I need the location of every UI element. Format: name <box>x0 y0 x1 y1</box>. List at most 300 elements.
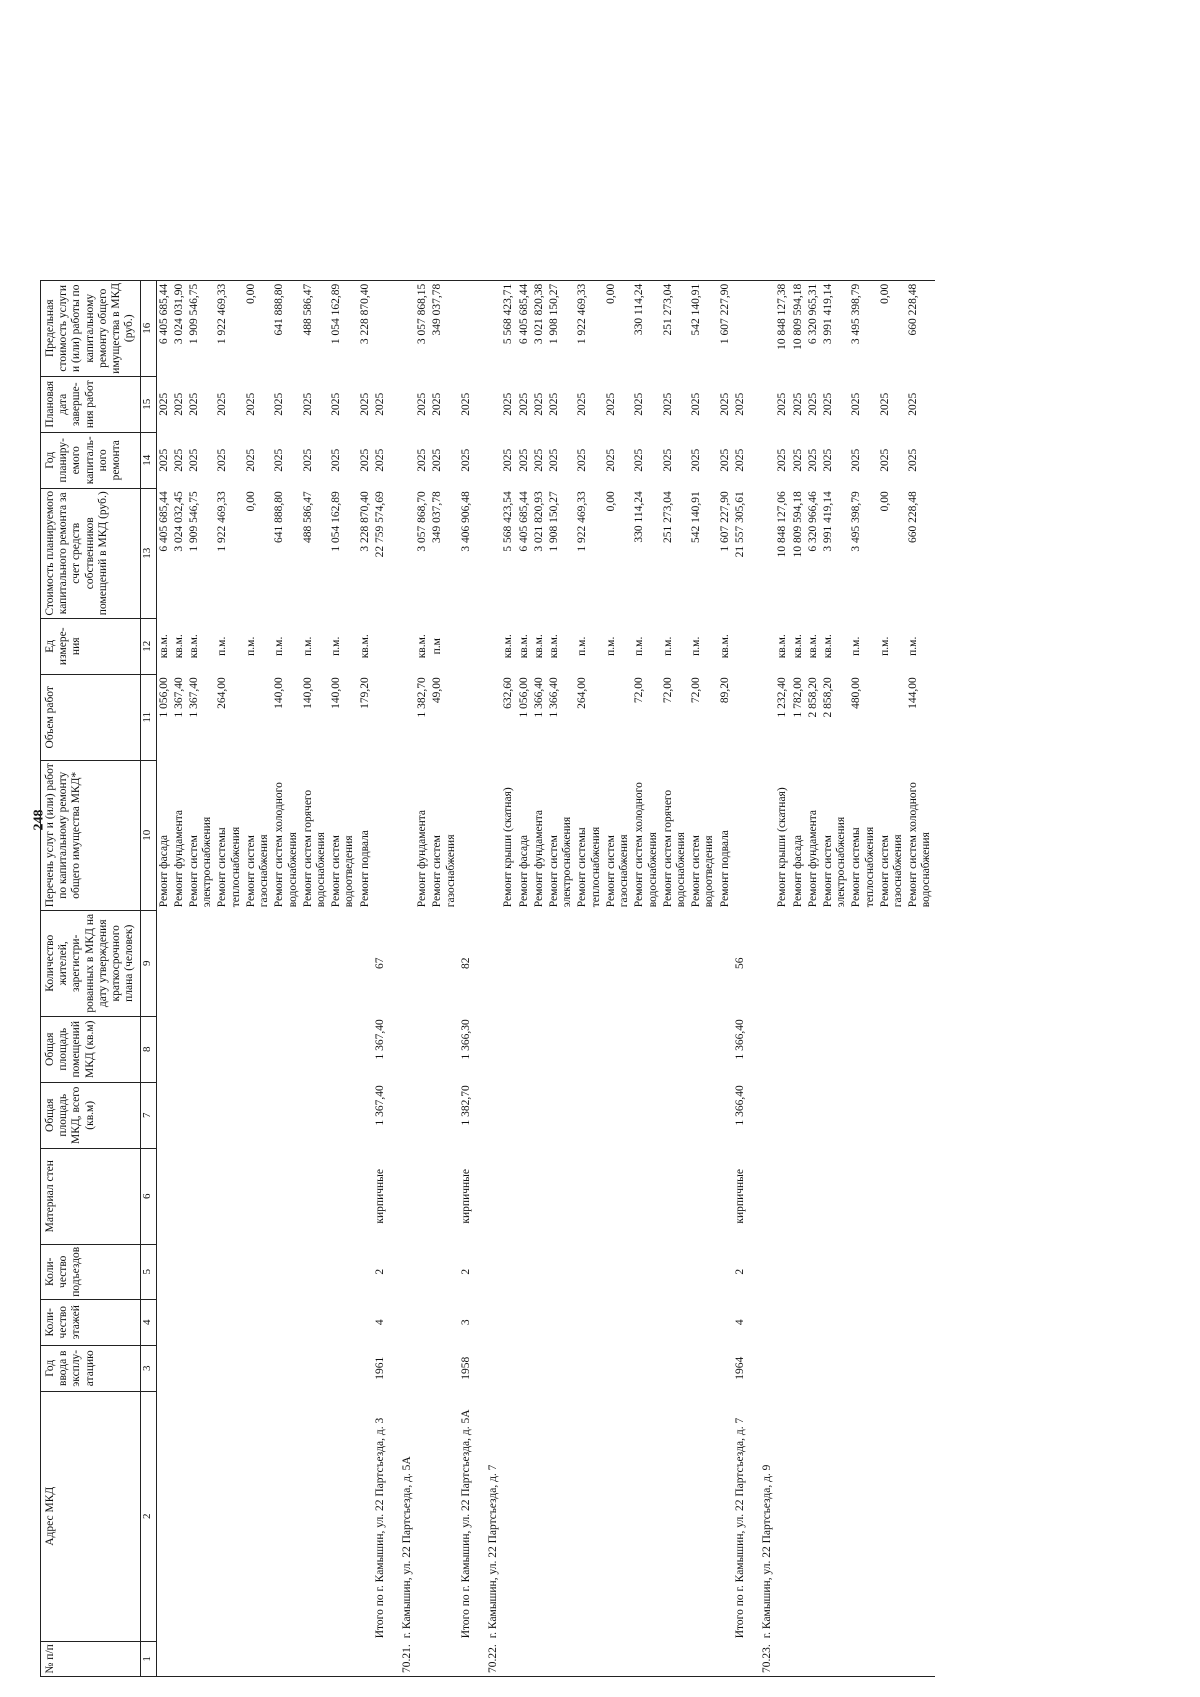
empty-cell <box>821 1082 849 1148</box>
repair-year: 2025 <box>633 448 646 472</box>
premises-area: 1 366,40 <box>733 1019 746 1060</box>
empty-cell <box>400 1148 415 1244</box>
work-name: Ремонт крыши (скатная) <box>776 787 789 908</box>
work-name: Ремонт систем электроснабжения <box>821 816 848 908</box>
empty-cell <box>400 1016 415 1082</box>
premises-area: 1 366,30 <box>459 1019 472 1060</box>
empty-cell <box>244 1082 272 1148</box>
empty-cell <box>604 1391 632 1641</box>
empty-cell <box>849 1148 877 1244</box>
empty-cell <box>329 1082 357 1148</box>
empty-cell <box>718 910 733 1016</box>
repair-year: 2025 <box>776 448 789 472</box>
work-row <box>329 280 357 1676</box>
work-cost: 1 909 546,75 <box>187 491 200 552</box>
empty-cell <box>187 1299 215 1345</box>
work-name: Ремонт крыши (скатная) <box>502 787 515 908</box>
empty-cell <box>486 488 501 618</box>
empty-cell <box>806 1299 821 1345</box>
empty-cell <box>486 1148 501 1244</box>
empty-cell <box>849 1244 877 1299</box>
work-volume <box>244 674 272 760</box>
completion-date: 2025 <box>301 392 314 416</box>
limit-cost: 6 405 685,44 <box>156 280 172 376</box>
work-row <box>547 280 575 1676</box>
empty-cell <box>272 1244 300 1299</box>
section-row <box>400 280 415 1676</box>
empty-cell <box>400 910 415 1016</box>
empty-cell <box>187 910 215 1016</box>
spacer-cell <box>748 376 760 432</box>
residents: 56 <box>733 957 746 970</box>
work-volume: 1 366,40 <box>548 677 560 718</box>
work-row <box>906 280 934 1676</box>
work-unit: кв.м. <box>502 634 515 659</box>
empty-cell <box>775 910 790 1016</box>
empty-cell <box>849 1082 877 1148</box>
work-cost: 0,00 <box>244 491 257 512</box>
header-repair-year: Год планиру-емого капиталь-ного ремонта <box>41 432 141 488</box>
empty-cell <box>329 1641 357 1676</box>
total-row <box>733 280 748 1676</box>
empty-cell <box>632 1345 660 1391</box>
empty-cell <box>632 1244 660 1299</box>
empty-cell <box>187 1391 215 1641</box>
work-cost: 1 922 469,33 <box>576 491 589 552</box>
empty-cell <box>329 1345 357 1391</box>
empty-cell <box>517 1641 532 1676</box>
empty-cell <box>632 1299 660 1345</box>
empty-cell <box>532 1082 547 1148</box>
work-unit: п.м. <box>907 636 920 656</box>
empty-cell <box>301 910 329 1016</box>
repair-year: 2025 <box>604 448 617 472</box>
repair-year: 2025 <box>517 448 530 472</box>
empty-cell <box>215 1148 243 1244</box>
spacer-cell <box>388 432 400 488</box>
empty-cell <box>486 1345 501 1391</box>
empty-cell <box>821 1345 849 1391</box>
repair-year: 2025 <box>878 448 891 472</box>
work-unit: кв.м. <box>358 634 371 659</box>
empty-cell <box>156 1244 172 1299</box>
work-volume: 2 858,20 <box>806 677 819 718</box>
empty-cell <box>329 1391 357 1641</box>
empty-cell <box>272 910 300 1016</box>
work-unit: п.м. <box>604 636 617 656</box>
repair-year: 2025 <box>216 448 229 472</box>
completion-date: 2025 <box>358 392 371 416</box>
empty-cell <box>878 1016 906 1082</box>
empty-cell <box>358 1082 373 1148</box>
empty-cell <box>760 1148 775 1244</box>
empty-cell <box>661 1082 689 1148</box>
work-volume: 264,00 <box>576 677 589 709</box>
completion-date: 2025 <box>878 392 891 416</box>
empty-cell <box>718 1299 733 1345</box>
work-cost: 3 991 419,14 <box>821 491 834 552</box>
empty-cell <box>661 1148 689 1244</box>
empty-cell <box>215 1391 243 1641</box>
empty-cell <box>486 910 501 1016</box>
empty-cell <box>486 1299 501 1345</box>
completion-date: 2025 <box>776 392 789 416</box>
work-unit: кв.м. <box>532 634 545 659</box>
work-volume: 140,00 <box>330 677 343 709</box>
empty-cell <box>415 1082 430 1148</box>
empty-cell <box>604 1148 632 1244</box>
empty-cell <box>400 618 415 674</box>
year-built: 1961 <box>373 1356 386 1380</box>
empty-cell <box>733 674 748 760</box>
spacer-cell <box>388 488 400 618</box>
header-num: 12 <box>140 618 156 674</box>
completion-date: 2025 <box>604 392 617 416</box>
empty-cell <box>415 1641 430 1676</box>
spacer-cell <box>748 1148 760 1244</box>
empty-cell <box>760 280 775 376</box>
work-name: Ремонт фундамента <box>416 810 429 908</box>
repair-year: 2025 <box>821 448 834 472</box>
spacer-cell <box>388 1641 400 1676</box>
empty-cell <box>517 1391 532 1641</box>
empty-cell <box>172 1016 187 1082</box>
empty-cell <box>172 910 187 1016</box>
empty-cell <box>400 488 415 618</box>
completion-date: 2025 <box>806 392 819 416</box>
empty-cell <box>172 1082 187 1148</box>
work-unit: кв.м. <box>791 634 804 659</box>
header-cost: Стоимость планируемого капитального ремонта за счет средств собственников помещений в МКД (руб.) <box>41 488 141 618</box>
completion-date: 2025 <box>821 392 834 416</box>
spacer-cell <box>748 1016 760 1082</box>
empty-cell <box>689 1345 717 1391</box>
empty-cell <box>486 1016 501 1082</box>
empty-cell <box>791 1391 806 1641</box>
work-volume: 140,00 <box>273 677 286 709</box>
work-name: Ремонт систем холодного водоснабжения <box>273 782 299 908</box>
empty-cell <box>661 910 689 1016</box>
work-cost: 1 922 469,33 <box>216 491 229 552</box>
completion-date: 2025 <box>187 392 200 416</box>
empty-cell <box>821 1244 849 1299</box>
completion-date: 2025 <box>216 392 229 416</box>
work-row <box>791 280 806 1676</box>
empty-cell <box>878 1299 906 1345</box>
header-num: 2 <box>140 1391 156 1641</box>
empty-cell <box>689 1148 717 1244</box>
work-cost: 6 320 966,46 <box>806 491 819 552</box>
repair-year: 2025 <box>244 448 257 472</box>
empty-cell <box>517 1148 532 1244</box>
work-volume: 144,00 <box>907 677 920 709</box>
empty-cell <box>430 1148 458 1244</box>
empty-cell <box>272 1016 300 1082</box>
empty-cell <box>791 1345 806 1391</box>
spacer-cell <box>388 1148 400 1244</box>
work-volume: 1 232,40 <box>776 677 789 718</box>
empty-cell <box>486 432 501 488</box>
work-unit: п.м. <box>330 636 343 656</box>
empty-cell <box>244 1391 272 1641</box>
empty-cell <box>821 1148 849 1244</box>
empty-cell <box>775 1148 790 1244</box>
empty-cell <box>718 1244 733 1299</box>
empty-cell <box>532 1391 547 1641</box>
completion-date: 2025 <box>907 392 920 416</box>
spacer-cell <box>388 618 400 674</box>
empty-cell <box>906 1244 934 1299</box>
empty-cell <box>632 1148 660 1244</box>
work-volume: 1 782,00 <box>791 677 804 718</box>
empty-cell <box>604 1082 632 1148</box>
empty-cell <box>517 1082 532 1148</box>
empty-cell <box>358 910 373 1016</box>
empty-cell <box>775 1345 790 1391</box>
empty-cell <box>821 1016 849 1082</box>
work-row <box>244 280 272 1676</box>
total-address: Итого по г. Камышин, ул. 22 Партсъезда, д. 3 <box>373 1417 386 1639</box>
empty-cell <box>486 674 501 760</box>
header-limit-cost: Предельная стоимость услуги и (или) работы по капитальному ремонту общего имущества в МКД (руб.) <box>41 280 141 376</box>
work-volume: 1 056,00 <box>517 677 530 718</box>
work-name: Ремонт подвала <box>718 830 731 908</box>
work-unit: кв.м. <box>821 634 834 659</box>
work-cost: 5 568 423,54 <box>502 491 515 552</box>
work-cost: 10 848 127,06 <box>776 491 789 558</box>
residents: 67 <box>373 957 386 970</box>
spacer-cell <box>474 1148 486 1244</box>
empty-cell <box>501 1082 516 1148</box>
empty-cell <box>661 1299 689 1345</box>
limit-cost: 251 273,04 <box>661 280 689 376</box>
empty-cell <box>459 674 474 760</box>
empty-cell <box>215 1082 243 1148</box>
header-number: № п/п <box>41 1641 141 1676</box>
empty-cell <box>547 1148 575 1244</box>
empty-cell <box>400 674 415 760</box>
empty-cell <box>415 910 430 1016</box>
spacer-cell <box>474 674 486 760</box>
work-volume: 2 858,20 <box>821 677 834 718</box>
repair-year: 2025 <box>172 448 185 472</box>
spacer-cell <box>474 1082 486 1148</box>
limit-cost: 349 037,78 <box>430 280 458 376</box>
empty-cell <box>156 1391 172 1641</box>
work-unit: п.м. <box>576 636 589 656</box>
empty-cell <box>172 1244 187 1299</box>
work-cost: 349 037,78 <box>431 491 444 544</box>
work-unit: кв.м. <box>187 634 200 659</box>
empty-cell <box>430 1641 458 1676</box>
limit-cost: 0,00 <box>244 280 272 376</box>
work-volume: 72,00 <box>661 677 674 704</box>
work-name: Ремонт системы теплоснабжения <box>216 826 242 908</box>
empty-cell <box>806 1244 821 1299</box>
spacer-cell <box>388 1082 400 1148</box>
empty-cell <box>156 1345 172 1391</box>
empty-cell <box>689 1016 717 1082</box>
empty-cell <box>718 1641 733 1676</box>
limit-cost: 0,00 <box>878 280 906 376</box>
completion-date: 2025 <box>576 392 589 416</box>
empty-cell <box>486 280 501 376</box>
empty-cell <box>301 1299 329 1345</box>
table-header <box>41 280 157 1676</box>
completion-date: 2025 <box>633 392 646 416</box>
header-num: 10 <box>140 760 156 910</box>
empty-cell <box>760 910 775 1016</box>
empty-cell <box>532 1148 547 1244</box>
empty-cell <box>689 1299 717 1345</box>
spacer-cell <box>388 1391 400 1641</box>
spacer-row <box>474 280 486 1676</box>
empty-cell <box>791 1641 806 1676</box>
header-num: 15 <box>140 376 156 432</box>
empty-cell <box>632 1641 660 1676</box>
empty-cell <box>373 1641 388 1676</box>
empty-cell <box>430 1345 458 1391</box>
limit-cost: 1 607 227,90 <box>718 280 733 376</box>
header-num: 8 <box>140 1016 156 1082</box>
empty-cell <box>661 1391 689 1641</box>
repair-year: 2025 <box>907 448 920 472</box>
empty-cell <box>172 1641 187 1676</box>
empty-cell <box>400 1299 415 1345</box>
empty-cell <box>329 1016 357 1082</box>
repair-year: 2025 <box>718 448 731 472</box>
total-row <box>459 280 474 1676</box>
spacer-cell <box>388 1244 400 1299</box>
total-cost: 21 557 305,61 <box>733 491 746 558</box>
limit-cost: 1 922 469,33 <box>215 280 243 376</box>
empty-cell <box>791 1148 806 1244</box>
empty-cell <box>172 1148 187 1244</box>
empty-cell <box>501 1244 516 1299</box>
empty-cell <box>718 1391 733 1641</box>
empty-cell <box>517 1345 532 1391</box>
repair-year: 2025 <box>273 448 286 472</box>
spacer-cell <box>748 1391 760 1641</box>
spacer-cell <box>748 1345 760 1391</box>
spacer-cell <box>748 674 760 760</box>
work-row <box>172 280 187 1676</box>
empty-cell <box>906 1641 934 1676</box>
empty-cell <box>878 910 906 1016</box>
work-row <box>532 280 547 1676</box>
empty-cell <box>547 1244 575 1299</box>
empty-cell <box>821 1299 849 1345</box>
empty-cell <box>373 760 388 910</box>
header-year-built: Год ввода в эксплу-атацию <box>41 1345 141 1391</box>
empty-cell <box>604 1244 632 1299</box>
limit-cost: 6 405 685,44 <box>517 280 532 376</box>
work-volume: 1 056,00 <box>157 677 170 718</box>
empty-cell <box>459 280 474 376</box>
empty-cell <box>821 910 849 1016</box>
work-cost: 3 495 398,79 <box>850 491 863 552</box>
limit-cost: 1 908 150,27 <box>547 280 575 376</box>
spacer-cell <box>388 910 400 1016</box>
empty-cell <box>575 1299 603 1345</box>
completion-date: 2025 <box>850 392 863 416</box>
empty-cell <box>244 1345 272 1391</box>
completion-date: 2025 <box>718 392 731 416</box>
spacer-cell <box>474 376 486 432</box>
empty-cell <box>760 760 775 910</box>
empty-cell <box>272 1148 300 1244</box>
empty-cell <box>604 1345 632 1391</box>
repair-year: 2025 <box>791 448 804 472</box>
empty-cell <box>215 1345 243 1391</box>
work-name: Ремонт систем электроснабжения <box>548 816 574 908</box>
empty-cell <box>775 1299 790 1345</box>
header-works: Перечень услуг и (или) работ по капитальному ремонту общего имущества МКД* <box>41 760 141 910</box>
spacer-cell <box>474 432 486 488</box>
empty-cell <box>415 1148 430 1244</box>
work-volume: 1 366,40 <box>532 677 545 718</box>
empty-cell <box>547 1345 575 1391</box>
empty-cell <box>806 1345 821 1391</box>
empty-cell <box>532 1299 547 1345</box>
work-cost: 660 228,48 <box>907 491 920 544</box>
empty-cell <box>575 1641 603 1676</box>
completion-date: 2025 <box>330 392 343 416</box>
spacer-cell <box>474 280 486 376</box>
limit-cost: 3 495 398,79 <box>849 280 877 376</box>
work-name: Ремонт фундамента <box>172 810 185 908</box>
work-cost: 10 809 594,18 <box>791 491 804 558</box>
work-cost: 542 140,91 <box>690 491 703 544</box>
spacer-cell <box>474 1244 486 1299</box>
repair-year: 2025 <box>661 448 674 472</box>
completion-date: 2025 <box>548 392 560 416</box>
spacer-cell <box>748 1299 760 1345</box>
year-built: 1958 <box>459 1356 472 1380</box>
completion-date: 2025 <box>532 392 545 416</box>
empty-cell <box>632 1016 660 1082</box>
completion-date: 2025 <box>502 392 515 416</box>
spacer-cell <box>748 618 760 674</box>
work-name: Ремонт фундамента <box>532 810 545 908</box>
work-name: Ремонт фундамента <box>806 810 819 908</box>
limit-cost: 3 024 031,90 <box>172 280 187 376</box>
header-floors: Коли-чество этажей <box>41 1299 141 1345</box>
repair-year: 2025 <box>806 448 819 472</box>
empty-cell <box>806 1148 821 1244</box>
header-num: 6 <box>140 1148 156 1244</box>
empty-cell <box>329 1299 357 1345</box>
work-row <box>156 280 172 1676</box>
empty-cell <box>775 1082 790 1148</box>
limit-cost: 3 228 870,40 <box>358 280 373 376</box>
empty-cell <box>301 1244 329 1299</box>
empty-cell <box>791 1016 806 1082</box>
header-num: 5 <box>140 1244 156 1299</box>
repair-year: 2025 <box>431 448 444 472</box>
empty-cell <box>906 1299 934 1345</box>
empty-cell <box>430 1391 458 1641</box>
work-cost: 6 405 685,44 <box>517 491 530 552</box>
spacer-cell <box>748 1641 760 1676</box>
work-name: Ремонт систем горячего водоснабжения <box>661 789 687 908</box>
empty-cell <box>329 1148 357 1244</box>
empty-cell <box>760 432 775 488</box>
work-name: Ремонт фасада <box>517 834 530 908</box>
empty-cell <box>849 1016 877 1082</box>
spacer-row <box>388 280 400 1676</box>
empty-cell <box>301 1148 329 1244</box>
